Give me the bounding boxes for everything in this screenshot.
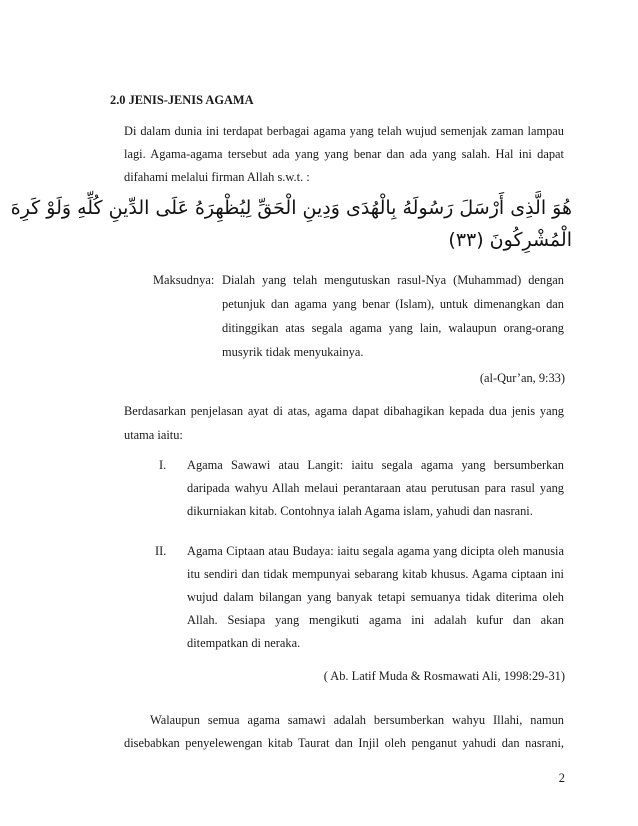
arabic-verse-line: هُوَ الَّذِى أَرْسَلَ رَسُولَهُ بِالْهُدَى وَدِينِ الْحَقِّ لِيُظْهِرَهُ عَلَى الدِّينِ كُلِّهِ وَلَوْ كَرِهَ: [10, 197, 572, 219]
list-citation: ( Ab. Latif Muda & Rosmawati Ali, 1998:29-31): [323, 669, 565, 683]
list-line: Allah. Sesiapa yang mengikuti agama ini adalah kufur dan akan: [187, 613, 564, 627]
list-numeral: I.: [159, 458, 167, 472]
translation-line: petunjuk dan agama yang benar (Islam), untuk dimenangkan dan: [222, 297, 564, 311]
list-line: Agama Sawawi atau Langit: iaitu segala agama yang bersumberkan: [187, 458, 564, 472]
page-number: 2: [558, 771, 565, 785]
division-intro-line: Berdasarkan penjelasan ayat di atas, agama dapat dibahagikan kepada dua jenis yang: [124, 404, 564, 418]
arabic-verse-line: الْمُشْرِكُونَ (٣٣): [448, 229, 572, 251]
closing-line: disebabkan penyelewengan kitab Taurat dan Injil oleh penganut yahudi dan nasrani,: [124, 736, 564, 750]
translation-line: ditinggikan atas segala agama yang lain, walaupun orang-orang: [222, 321, 564, 335]
intro-line: Di dalam dunia ini terdapat berbagai agama yang telah wujud semenjak zaman lampau: [124, 124, 564, 138]
translation-line: Dialah yang telah mengutuskan rasul-Nya (Muhammad) dengan: [222, 273, 564, 287]
intro-line: difahami melalui firman Allah s.w.t. :: [124, 170, 310, 184]
division-intro-line: utama iaitu:: [124, 428, 183, 442]
list-line: ditempatkan di neraka.: [187, 636, 301, 650]
list-numeral: II.: [155, 544, 167, 558]
list-line: wujud dalam bilangan yang banyak tetapi semuanya tidak diterima oleh: [187, 590, 564, 604]
translation-label: Maksudnya:: [153, 273, 215, 287]
list-line: Agama Ciptaan atau Budaya: iaitu segala agama yang dicipta oleh manusia: [187, 544, 564, 558]
translation-line: musyrik tidak menyukainya.: [222, 345, 364, 359]
section-heading: 2.0 JENIS-JENIS AGAMA: [110, 93, 254, 107]
intro-line: lagi. Agama-agama tersebut ada yang yang benar dan ada yang salah. Hal ini dapat: [124, 147, 564, 161]
list-line: itu sendiri dan tidak mempunyai sebarang kitab khusus. Agama ciptaan ini: [187, 567, 564, 581]
list-line: daripada wahyu Allah melaui perantaraan atau perutusan para rasul yang: [187, 481, 564, 495]
list-line: dikurniakan kitab. Contohnya ialah Agama islam, yahudi dan nasrani.: [187, 504, 533, 518]
quran-citation: (al-Qur’an, 9:33): [479, 371, 565, 385]
closing-line: Walaupun semua agama samawi adalah bersumberkan wahyu Illahi, namun: [150, 713, 564, 727]
